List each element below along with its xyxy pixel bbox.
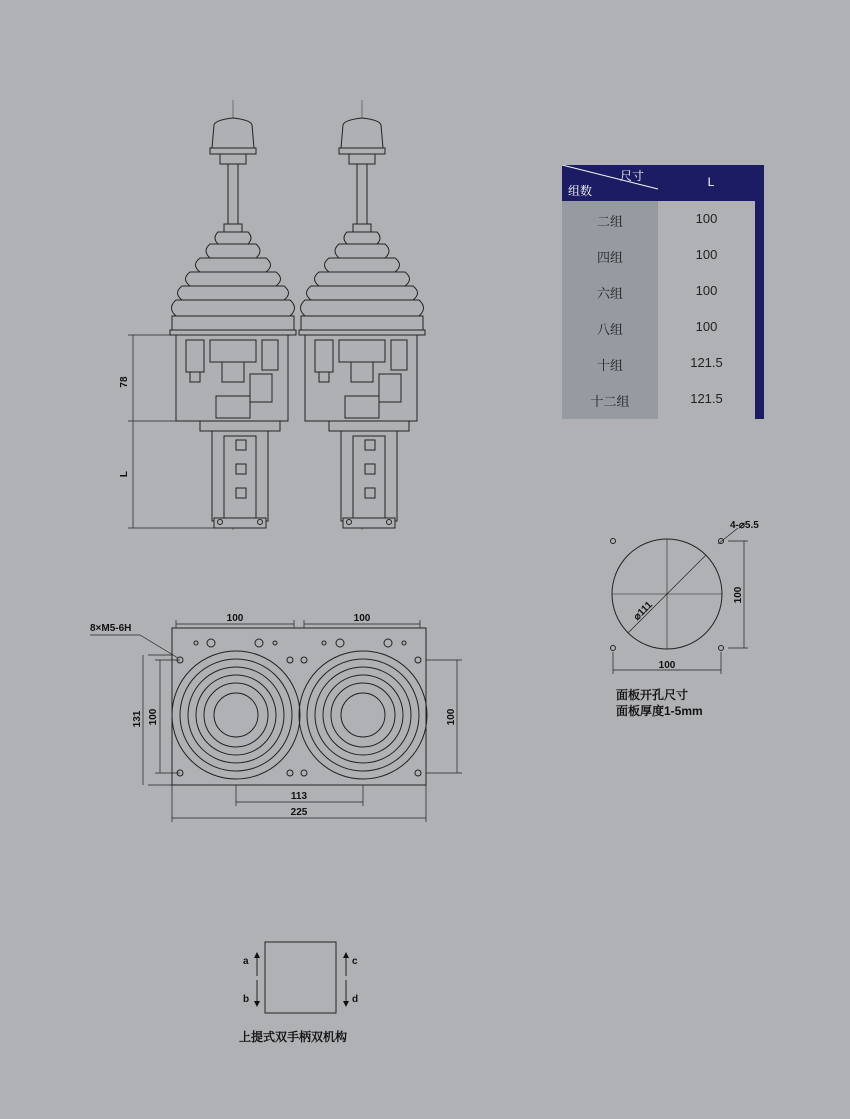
top-view — [90, 620, 462, 822]
table-row — [562, 273, 755, 309]
table-row — [562, 309, 755, 345]
joystick-right — [299, 100, 425, 530]
cutout-dim-100-vertical: 100 — [733, 586, 744, 604]
table-row — [562, 237, 755, 273]
row-groups: 二组 — [596, 214, 623, 229]
side-view — [128, 100, 425, 530]
dial-right — [299, 651, 427, 779]
label-d: d — [352, 994, 359, 1005]
cutout-dim-100-horizontal: 100 — [658, 660, 676, 671]
table-row — [562, 381, 755, 417]
handle-square — [265, 942, 336, 1013]
direction-diagram — [257, 942, 346, 1013]
dim-100-top-right: 100 — [353, 613, 371, 624]
dim-L-label: L — [119, 470, 130, 478]
dim-78-label: 78 — [119, 376, 130, 388]
table-right-bar — [755, 201, 764, 419]
direction-caption: 上提式双手柄双机构 — [239, 1030, 348, 1044]
header-groups: 组数 — [568, 184, 593, 198]
label-c: c — [352, 956, 358, 967]
row-L: 100 — [695, 211, 718, 226]
dim-100-right-vertical: 100 — [446, 708, 457, 726]
cutout-caption-line1: 面板开孔尺寸 — [616, 688, 689, 702]
row-L: 100 — [695, 283, 718, 298]
label-b: b — [243, 994, 250, 1005]
thread-label: 8×M5-6H — [90, 623, 132, 634]
row-L: 100 — [695, 247, 718, 262]
dim-225: 225 — [290, 807, 308, 818]
diameter-label: ⌀111 — [631, 599, 655, 623]
row-L: 121.5 — [690, 355, 723, 370]
dial-left — [172, 651, 300, 779]
row-groups: 四组 — [596, 250, 623, 265]
dim-100-top-left: 100 — [226, 613, 244, 624]
joystick-left — [170, 100, 296, 530]
holes-label: 4-⌀5.5 — [730, 520, 759, 531]
header-L: L — [707, 175, 715, 189]
row-groups: 六组 — [596, 286, 623, 301]
row-groups: 十组 — [596, 358, 623, 373]
cutout-caption-line2: 面板厚度1-5mm — [616, 704, 703, 718]
panel-cutout — [611, 528, 749, 674]
row-groups: 八组 — [596, 322, 623, 337]
row-L: 121.5 — [690, 391, 723, 406]
table-row — [562, 201, 755, 237]
row-L: 100 — [695, 319, 718, 334]
table-row — [562, 345, 755, 381]
spec-table — [562, 165, 764, 419]
row-groups: 十二组 — [590, 394, 630, 409]
dim-100-inner: 100 — [148, 708, 159, 726]
label-a: a — [243, 956, 249, 967]
table-header-L-cell — [658, 165, 764, 201]
header-size: 尺寸 — [619, 169, 644, 183]
dim-113: 113 — [290, 791, 308, 802]
table-header-corner — [562, 165, 658, 201]
dim-131: 131 — [132, 710, 143, 728]
